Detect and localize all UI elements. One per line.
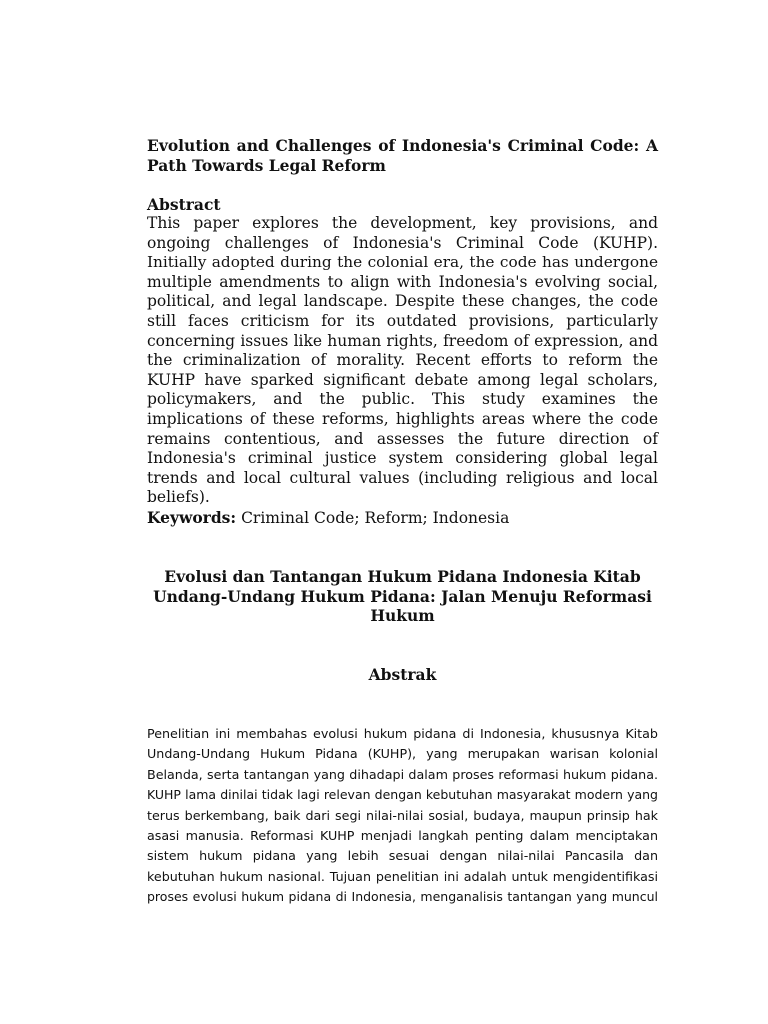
english-abstract-body: [147, 214, 658, 528]
indonesian-title-line: Evolusi dan Tantangan Hukum Pidana Indonesia Kitab: [164, 567, 641, 586]
abstrak-line: sistem hukum pidana yang lebih sesuai dengan nilai-nilai Pancasila dan: [147, 848, 658, 864]
abstract-line: concerning issues like human rights, freedom of expression, and: [147, 331, 658, 350]
indonesian-title: [147, 567, 658, 626]
keywords-line: [147, 508, 658, 528]
abstract-line: political, and legal landscape. Despite these changes, the code: [147, 292, 658, 311]
abstrak-line: Penelitian ini membahas evolusi hukum pidana di Indonesia, khususnya Kitab: [147, 726, 658, 741]
abstract-line: the criminalization of morality. Recent efforts to reform the: [147, 351, 658, 370]
abstract-line: still faces criticism for its outdated provisions, particularly: [147, 311, 658, 330]
abstract-line: policymakers, and the public. This study examines the: [147, 390, 658, 409]
keywords-label: Keywords:: [147, 507, 237, 527]
abstract-line: beliefs).: [147, 488, 210, 507]
abstract-line: This paper explores the development, key provisions, and: [147, 214, 658, 232]
keywords-value: Criminal Code; Reform; Indonesia: [236, 508, 510, 527]
english-title-line: Path Towards Legal Reform: [147, 155, 386, 175]
english-title-line: Evolution and Challenges of Indonesia's Criminal Code: A: [147, 136, 658, 155]
abstract-heading-text: Abstract: [147, 195, 221, 214]
abstract-line: ongoing challenges of Indonesia's Criminal Code (KUHP).: [147, 233, 658, 252]
indonesian-abstract-heading: [147, 665, 658, 685]
abstract-line: implications of these reforms, highlights areas where the code: [147, 409, 658, 428]
abstrak-line: kebutuhan hukum nasional. Tujuan penelitian ini adalah untuk mengidentifikasi: [147, 868, 658, 884]
abstract-line: trends and local cultural values (including religious and local: [147, 468, 658, 487]
abstrak-line: asasi manusia. Reformasi KUHP menjadi langkah penting dalam menciptakan: [147, 827, 658, 843]
abstract-line: Initially adopted during the colonial era, the code has undergone: [147, 253, 658, 272]
abstrak-heading-text: Abstrak: [368, 665, 437, 684]
abstrak-line: KUHP lama dinilai tidak lagi relevan dengan kebutuhan masyarakat modern yang: [147, 787, 658, 803]
indonesian-abstract-body: [147, 724, 658, 908]
english-title: [147, 136, 658, 175]
indonesian-title-line: Hukum: [370, 606, 435, 626]
english-abstract-heading: [147, 195, 658, 215]
abstrak-line: Belanda, serta tantangan yang dihadapi dalam proses reformasi hukum pidana.: [147, 766, 658, 782]
indonesian-title-line: Undang-Undang Hukum Pidana: Jalan Menuju Reformasi: [153, 586, 652, 606]
abstract-line: Indonesia's criminal justice system considering global legal: [147, 449, 658, 468]
abstract-line: multiple amendments to align with Indonesia's evolving social,: [147, 272, 658, 291]
abstrak-line: terus berkembang, baik dari segi nilai-nilai sosial, budaya, maupun prinsip hak: [147, 807, 658, 823]
abstract-line: KUHP have sparked significant debate among legal scholars,: [147, 370, 658, 389]
abstrak-line: proses evolusi hukum pidana di Indonesia, menganalisis tantangan yang muncul: [147, 889, 658, 905]
abstrak-line: Undang-Undang Hukum Pidana (KUHP), yang merupakan warisan kolonial: [147, 746, 658, 762]
abstract-line: remains contentious, and assesses the future direction of: [147, 429, 658, 448]
